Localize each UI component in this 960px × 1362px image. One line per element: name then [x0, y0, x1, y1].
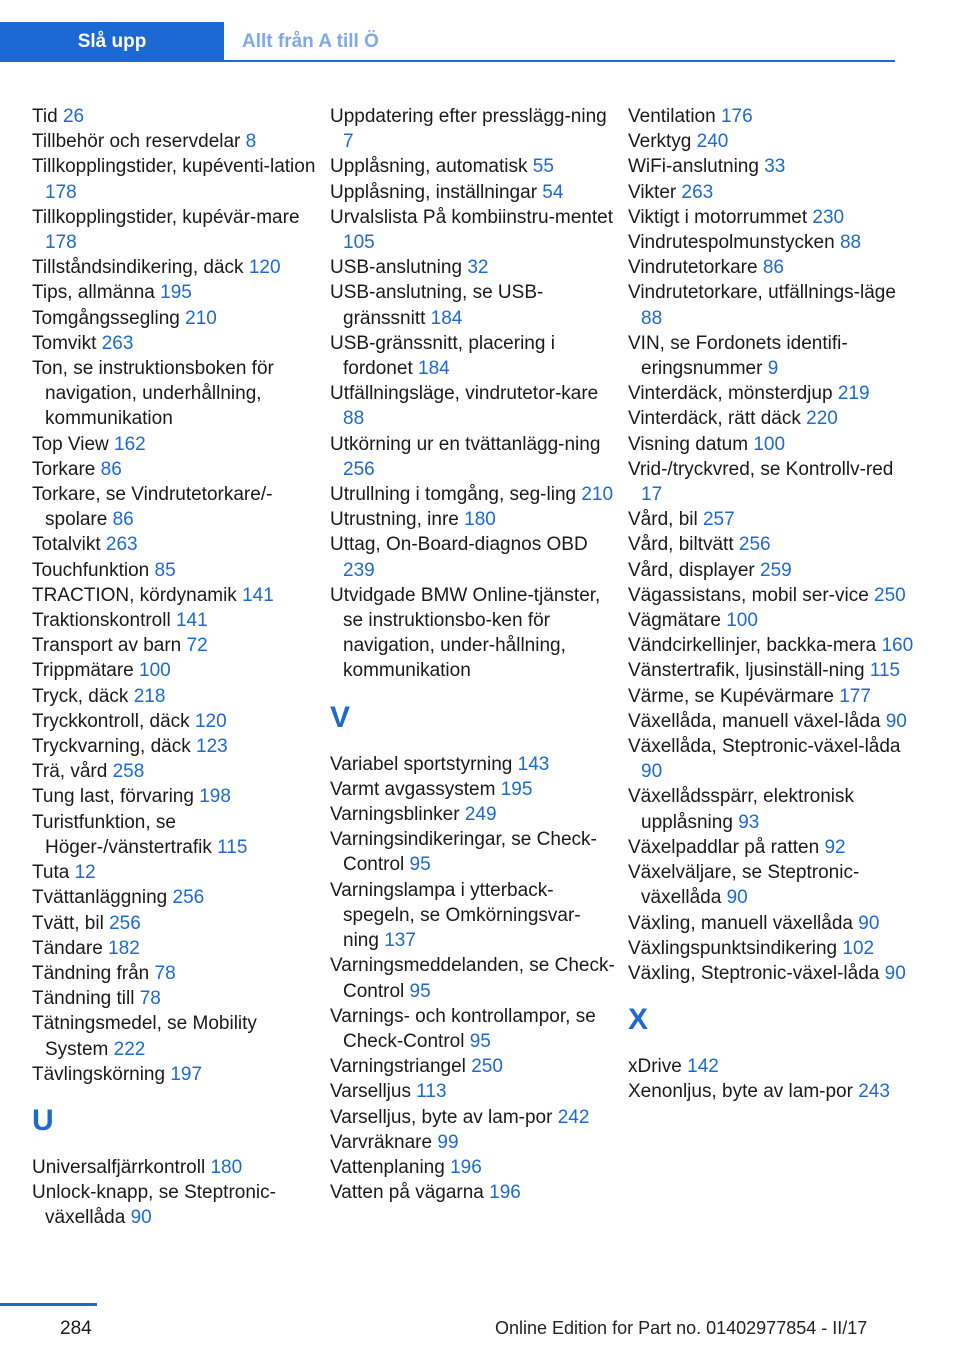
page-reference-link[interactable]: 240	[696, 131, 729, 153]
index-term: Vikter	[628, 181, 677, 203]
index-term: Vrid-/tryckvred, se Kontrollv‐red	[628, 458, 894, 480]
index-entry	[330, 507, 615, 532]
index-term: Vinterdäck, mönsterdjup	[628, 383, 833, 405]
page-reference-link[interactable]: 120	[248, 257, 281, 279]
page-reference-link[interactable]: 220	[806, 408, 838, 430]
page-reference-link[interactable]: 95	[409, 980, 431, 1002]
index-entry	[628, 331, 918, 381]
index-entry	[32, 885, 317, 910]
page-reference-link[interactable]: 263	[681, 181, 714, 203]
page-reference-link[interactable]: 210	[185, 307, 217, 329]
page-reference-link[interactable]: 256	[343, 458, 375, 480]
index-entry	[330, 532, 615, 582]
index-term: Utkörning ur en tvättanlägg‐ning	[330, 433, 601, 455]
index-term: Tävlingskörning	[32, 1063, 166, 1085]
index-term: Tillståndsindikering, däck	[32, 257, 244, 279]
index-term: Vägassistans, mobil ser‐vice	[628, 584, 869, 606]
page-reference-link[interactable]: 113	[416, 1081, 447, 1103]
index-entry	[628, 457, 918, 507]
index-term: xDrive	[628, 1056, 682, 1078]
index-entry	[32, 482, 317, 532]
index-term: Tomvikt	[32, 332, 97, 354]
page-reference-link[interactable]: 210	[581, 484, 614, 506]
index-entry	[32, 558, 317, 583]
index-term: Tid	[32, 106, 58, 127]
index-term: Tillbehör och reservdelar	[32, 131, 241, 153]
index-term: TRACTION, kördynamik	[32, 584, 237, 606]
index-entry	[330, 802, 615, 827]
index-term: Vatten på vägarna	[330, 1182, 484, 1204]
index-term: Vård, displayer	[628, 559, 755, 581]
index-entry	[628, 558, 918, 583]
page-reference-link[interactable]: 182	[108, 937, 140, 959]
index-term: Växellåda, Steptronic-växel‐låda	[628, 736, 901, 758]
index-entry	[330, 154, 615, 179]
page-reference-link[interactable]: 115	[869, 660, 901, 682]
tab-allt-fran-a-till-o[interactable]: Allt från A till Ö	[242, 31, 379, 52]
page-reference-link[interactable]: 12	[74, 862, 96, 884]
page-reference-link[interactable]: 32	[467, 257, 489, 279]
index-entry	[32, 104, 317, 129]
index-term: Växelpaddlar på ratten	[628, 836, 820, 858]
index-entry	[628, 230, 918, 255]
index-column-1	[32, 104, 317, 1231]
page-reference-link[interactable]: 85	[154, 559, 176, 581]
index-term: Totalvikt	[32, 534, 101, 556]
index-entry	[32, 784, 317, 809]
index-entry	[32, 356, 317, 432]
index-term: Tips, allmänna	[32, 282, 155, 304]
index-entry	[32, 1155, 317, 1180]
index-entry	[32, 532, 317, 557]
index-term: Tätningsmedel, se Mobility System	[32, 1013, 257, 1060]
page-reference-link[interactable]: 197	[170, 1063, 203, 1085]
index-entry	[32, 633, 317, 658]
index-term: Viktigt i motorrummet	[628, 206, 808, 228]
page-reference-link[interactable]: 95	[469, 1030, 491, 1052]
page-reference-link[interactable]: 178	[45, 181, 77, 203]
index-term: Utrustning, inre	[330, 509, 459, 531]
page-reference-link[interactable]: 180	[210, 1156, 243, 1178]
index-entry	[330, 752, 615, 777]
index-term: Växling, manuell växellåda	[628, 912, 853, 934]
page-reference-link[interactable]: 100	[726, 610, 758, 632]
page-reference-link[interactable]: 142	[687, 1056, 719, 1078]
page-reference-link[interactable]: 88	[641, 307, 663, 329]
page-reference-link[interactable]: 141	[175, 610, 208, 632]
page-reference-link[interactable]: 160	[881, 635, 914, 657]
page-reference-link[interactable]: 88	[839, 232, 862, 254]
page-reference-link[interactable]: 222	[113, 1038, 146, 1060]
page-reference-link[interactable]: 86	[100, 458, 122, 480]
index-entry	[32, 1062, 317, 1087]
page-reference-link[interactable]: 195	[500, 778, 533, 800]
page-reference-link[interactable]: 78	[154, 962, 176, 984]
index-entry	[628, 381, 918, 406]
index-entry	[330, 280, 615, 330]
page-reference-link[interactable]: 120	[194, 710, 227, 732]
index-term: Ton, se instruktionsboken för navigation, underhållning, kommunikation	[32, 358, 274, 430]
index-entry	[32, 810, 317, 860]
index-term: Vägmätare	[628, 610, 721, 632]
index-term: VIN, se Fordonets identifi‐eringsnummer	[628, 332, 848, 380]
index-term: Xenonljus, byte av lam‐por	[628, 1081, 853, 1103]
page-reference-link[interactable]: 263	[105, 534, 138, 556]
index-entry	[628, 583, 918, 608]
page-reference-link[interactable]: 176	[720, 106, 753, 127]
index-term: Varningsindikeringar, se Check-Control	[330, 829, 597, 876]
index-term: Varningstriangel	[330, 1056, 466, 1078]
index-entry	[330, 827, 615, 877]
index-term: Top View	[32, 433, 109, 455]
page-reference-link[interactable]: 123	[196, 736, 228, 758]
page-reference-link[interactable]: 184	[430, 307, 463, 329]
index-entry	[628, 633, 918, 658]
index-term: Uttag, On-Board-diagnos OBD	[330, 534, 588, 556]
index-term: Växellådsspärr, elektronisk upplåsning	[628, 786, 854, 833]
index-entry	[628, 1079, 918, 1104]
page-reference-link[interactable]: 256	[172, 887, 205, 909]
page-reference-link[interactable]: 250	[874, 584, 906, 606]
index-term: Tryckvarning, däck	[32, 736, 191, 758]
index-term: Tändning till	[32, 988, 135, 1010]
page-reference-link[interactable]: 178	[45, 232, 77, 254]
page-reference-link[interactable]: 26	[62, 106, 85, 127]
index-column-2	[330, 104, 615, 1205]
page-reference-link[interactable]: 92	[824, 836, 846, 858]
index-term: Vård, biltvätt	[628, 534, 734, 556]
index-term: Tuta	[32, 862, 70, 884]
index-term: Vändcirkellinjer, backka‐mera	[628, 635, 877, 657]
index-term: Värme, se Kupévärmare	[628, 685, 834, 707]
index-term: Torkare	[32, 458, 96, 480]
edition-text: Online Edition for Part no. 01402977854 - II/17	[495, 1318, 868, 1338]
index-term: Tändning från	[32, 962, 150, 984]
index-entry	[32, 129, 317, 154]
index-term: Varmt avgassystem	[330, 778, 496, 800]
index-term: Universalfjärrkontroll	[32, 1156, 206, 1178]
page-reference-link[interactable]: 90	[885, 710, 907, 732]
index-term: Tryckkontroll, däck	[32, 710, 190, 732]
index-entry	[330, 482, 615, 507]
index-entry	[628, 658, 918, 683]
index-entry	[628, 255, 918, 280]
page-reference-link[interactable]: 90	[130, 1207, 152, 1229]
index-term: Vård, bil	[628, 509, 698, 531]
page-reference-link[interactable]: 162	[114, 433, 146, 455]
index-column-3	[628, 104, 918, 1105]
page-reference-link[interactable]: 258	[112, 761, 145, 783]
page-reference-link[interactable]: 9	[767, 358, 779, 380]
page-reference-link[interactable]: 55	[532, 156, 554, 178]
index-term: Utvidgade BMW Online-tjänster, se instruktionsbo‐ken för navigation, under‐hållning, kommunikation	[330, 584, 601, 682]
index-entry	[32, 709, 317, 734]
index-term: Tillkopplingstider, kupéventi‐lation	[32, 156, 316, 178]
index-entry	[330, 1155, 615, 1180]
index-term: Trippmätare	[32, 660, 134, 682]
index-entry	[628, 734, 918, 784]
page-reference-link[interactable]: 93	[738, 811, 760, 833]
index-term: Tryck, däck	[32, 685, 129, 707]
index-term: Utrullning i tomgång, seg‐ling	[330, 484, 577, 506]
index-entry	[330, 1105, 615, 1130]
index-term: Uppdatering efter presslägg‐ning	[330, 106, 607, 127]
index-entry	[628, 961, 918, 986]
page-reference-link[interactable]: 198	[199, 786, 231, 808]
index-entry	[330, 1079, 615, 1104]
index-entry	[330, 331, 615, 381]
index-entry	[330, 180, 615, 205]
index-entry	[330, 583, 615, 684]
page-reference-link[interactable]: 219	[837, 383, 870, 405]
index-entry	[628, 129, 918, 154]
section-letter: X	[628, 1003, 649, 1037]
header-tabs	[0, 0, 895, 62]
index-term: Trä, vård	[32, 761, 108, 783]
index-entry	[330, 1130, 615, 1155]
index-term: Utfällningsläge, vindrutetor‐kare	[330, 383, 599, 405]
index-term: Touchfunktion	[32, 559, 150, 581]
index-term: USB-anslutning, se USB-gränssnitt	[330, 282, 544, 329]
page-reference-link[interactable]: 105	[343, 232, 375, 254]
index-entry	[628, 936, 918, 961]
index-entry	[628, 280, 918, 330]
page-reference-link[interactable]: 257	[702, 509, 735, 531]
page-reference-link[interactable]: 143	[517, 753, 550, 775]
index-entry	[32, 255, 317, 280]
header-divider	[0, 60, 895, 62]
index-entry	[32, 961, 317, 986]
index-entry	[32, 759, 317, 784]
index-entry	[330, 255, 615, 280]
page-reference-link[interactable]: 195	[160, 282, 192, 304]
index-entry	[628, 608, 918, 633]
index-entry	[32, 860, 317, 885]
page-reference-link[interactable]: 7	[343, 131, 354, 153]
index-entry	[628, 1054, 918, 1079]
page-reference-link[interactable]: 256	[109, 912, 141, 934]
page-reference-link[interactable]: 100	[139, 660, 171, 682]
index-term: Växelväljare, se Steptronic-växellåda	[628, 862, 860, 909]
page-reference-link[interactable]: 196	[450, 1156, 482, 1178]
index-term: Varnings- och kontrollampor, se Check-Control	[330, 1005, 596, 1052]
index-term: Vindrutespolmunstycken	[628, 232, 835, 254]
index-entry	[32, 684, 317, 709]
index-entry	[628, 835, 918, 860]
index-term: Traktionskontroll	[32, 610, 171, 632]
index-entry	[32, 658, 317, 683]
section-letter: V	[330, 700, 351, 734]
index-term: WiFi-anslutning	[628, 156, 759, 178]
index-entry	[628, 911, 918, 936]
index-entry	[628, 406, 918, 431]
index-term: Tändare	[32, 937, 103, 959]
index-entry	[330, 1004, 615, 1054]
page-number: 284	[60, 1318, 92, 1339]
index-entry	[330, 878, 615, 954]
index-entry	[628, 684, 918, 709]
index-term: Variabel sportstyrning	[330, 753, 513, 775]
page-reference-link[interactable]: 100	[753, 433, 786, 455]
index-entry	[330, 953, 615, 1003]
index-term: Tillkopplingstider, kupévär‐mare	[32, 206, 300, 228]
index-entry	[32, 432, 317, 457]
page-reference-link[interactable]: 8	[245, 131, 257, 153]
page-reference-link[interactable]: 230	[812, 206, 845, 228]
tab-sla-upp[interactable]: Slå upp	[0, 22, 224, 62]
section-letter: U	[32, 1103, 54, 1137]
page-reference-link[interactable]: 218	[133, 685, 166, 707]
index-entry	[32, 608, 317, 633]
index-term: Visning datum	[628, 433, 749, 455]
page-reference-link[interactable]: 184	[418, 358, 450, 380]
index-term: Varningsblinker	[330, 804, 460, 826]
page-reference-link[interactable]: 250	[471, 1056, 503, 1078]
page-reference-link[interactable]: 249	[464, 804, 497, 826]
page-reference-link[interactable]: 141	[242, 584, 274, 606]
index-term: Varningslampa i ytterback‐spegeln, se Omkörningsvar‐ning	[330, 879, 581, 952]
index-term: Turistfunktion, se Höger-/vänstertrafik	[32, 811, 212, 858]
page-reference-link[interactable]: 239	[343, 559, 375, 581]
index-entry	[628, 532, 918, 557]
index-term: USB-anslutning	[330, 257, 463, 279]
page-reference-link[interactable]: 263	[101, 332, 134, 354]
index-term: Varselljus, byte av lam‐por	[330, 1106, 553, 1128]
index-entry	[628, 432, 918, 457]
index-term: Varvräknare	[330, 1131, 433, 1153]
footer-accent-bar	[0, 1303, 97, 1306]
index-entry	[32, 1011, 317, 1061]
page-reference-link[interactable]: 90	[726, 887, 748, 909]
index-term: Vinterdäck, rätt däck	[628, 408, 801, 430]
index-entry	[32, 205, 317, 255]
index-term: Växling, Steptronic-växel‐låda	[628, 962, 880, 984]
index-term: Tvätt, bil	[32, 912, 104, 934]
index-entry	[32, 911, 317, 936]
page-reference-link[interactable]: 88	[343, 408, 365, 430]
page-reference-link[interactable]: 256	[738, 534, 771, 556]
index-entry	[628, 709, 918, 734]
index-entry	[330, 1180, 615, 1205]
index-entry	[32, 986, 317, 1011]
index-entry	[32, 936, 317, 961]
index-entry	[32, 280, 317, 305]
index-entry	[330, 1054, 615, 1079]
index-term: USB-gränssnitt, placering i fordonet	[330, 332, 555, 380]
index-term: Unlock-knapp, se Steptronic-växellåda	[32, 1182, 276, 1229]
index-term: Ventilation	[628, 106, 716, 127]
page-reference-link[interactable]: 78	[139, 988, 161, 1010]
index-term: Upplåsning, automatisk	[330, 156, 528, 178]
index-term: Vindrutetorkare, utfällnings‐läge	[628, 282, 896, 304]
index-term: Tomgångssegling	[32, 307, 180, 329]
index-entry	[330, 777, 615, 802]
page-reference-link[interactable]: 86	[112, 509, 134, 531]
page-reference-link[interactable]: 180	[464, 509, 496, 531]
index-entry	[330, 205, 615, 255]
index-term: Vattenplaning	[330, 1156, 445, 1178]
index-term: Varselljus	[330, 1081, 411, 1103]
page-reference-link[interactable]: 243	[858, 1081, 890, 1103]
index-entry	[628, 860, 918, 910]
index-entry	[628, 180, 918, 205]
index-term: Växellåda, manuell växel‐låda	[628, 710, 881, 732]
page-reference-link[interactable]: 196	[489, 1182, 521, 1204]
index-entry	[32, 734, 317, 759]
page-reference-link[interactable]: 33	[764, 156, 786, 178]
index-term: Verktyg	[628, 131, 692, 153]
index-entry	[32, 331, 317, 356]
index-term: Torkare, se Vindrutetorkare/-spolare	[32, 484, 273, 531]
index-entry	[32, 457, 317, 482]
page-reference-link[interactable]: 99	[437, 1131, 459, 1153]
index-term: Upplåsning, inställningar	[330, 181, 538, 203]
page-reference-link[interactable]: 72	[186, 635, 208, 657]
page-reference-link[interactable]: 54	[542, 181, 564, 203]
index-entry	[628, 507, 918, 532]
index-entry	[32, 306, 317, 331]
index-entry	[628, 104, 918, 129]
index-entry	[330, 381, 615, 431]
index-entry	[32, 583, 317, 608]
index-term: Tvättanläggning	[32, 887, 168, 909]
page-reference-link[interactable]: 90	[641, 761, 663, 783]
index-term: Tung last, förvaring	[32, 786, 194, 808]
page-reference-link[interactable]: 90	[858, 912, 880, 934]
index-entry	[330, 104, 615, 154]
index-term: Urvalslista På kombiinstru‐mentet	[330, 206, 613, 228]
index-entry	[628, 205, 918, 230]
index-entry	[32, 154, 317, 204]
page-reference-link[interactable]: 102	[842, 937, 875, 959]
index-entry	[32, 1180, 317, 1230]
page-reference-link[interactable]: 242	[557, 1106, 590, 1128]
page-reference-link[interactable]: 86	[762, 257, 784, 279]
index-term: Vänstertrafik, ljusinställ‐ning	[628, 660, 865, 682]
page-reference-link[interactable]: 115	[217, 836, 248, 858]
index-term: Varningsmeddelanden, se Check-Control	[330, 955, 615, 1002]
index-term: Vindrutetorkare	[628, 257, 758, 279]
index-entry	[628, 784, 918, 834]
page-reference-link[interactable]: 259	[760, 559, 792, 581]
index-term: Växlingspunktsindikering	[628, 937, 838, 959]
index-entry	[628, 154, 918, 179]
page-reference-link[interactable]: 177	[839, 685, 871, 707]
index-entry	[330, 432, 615, 482]
page-reference-link[interactable]: 17	[641, 484, 663, 506]
index-term: Transport av barn	[32, 635, 182, 657]
page-reference-link[interactable]: 95	[409, 854, 431, 876]
page-reference-link[interactable]: 90	[884, 962, 906, 984]
page-reference-link[interactable]: 137	[384, 930, 416, 952]
